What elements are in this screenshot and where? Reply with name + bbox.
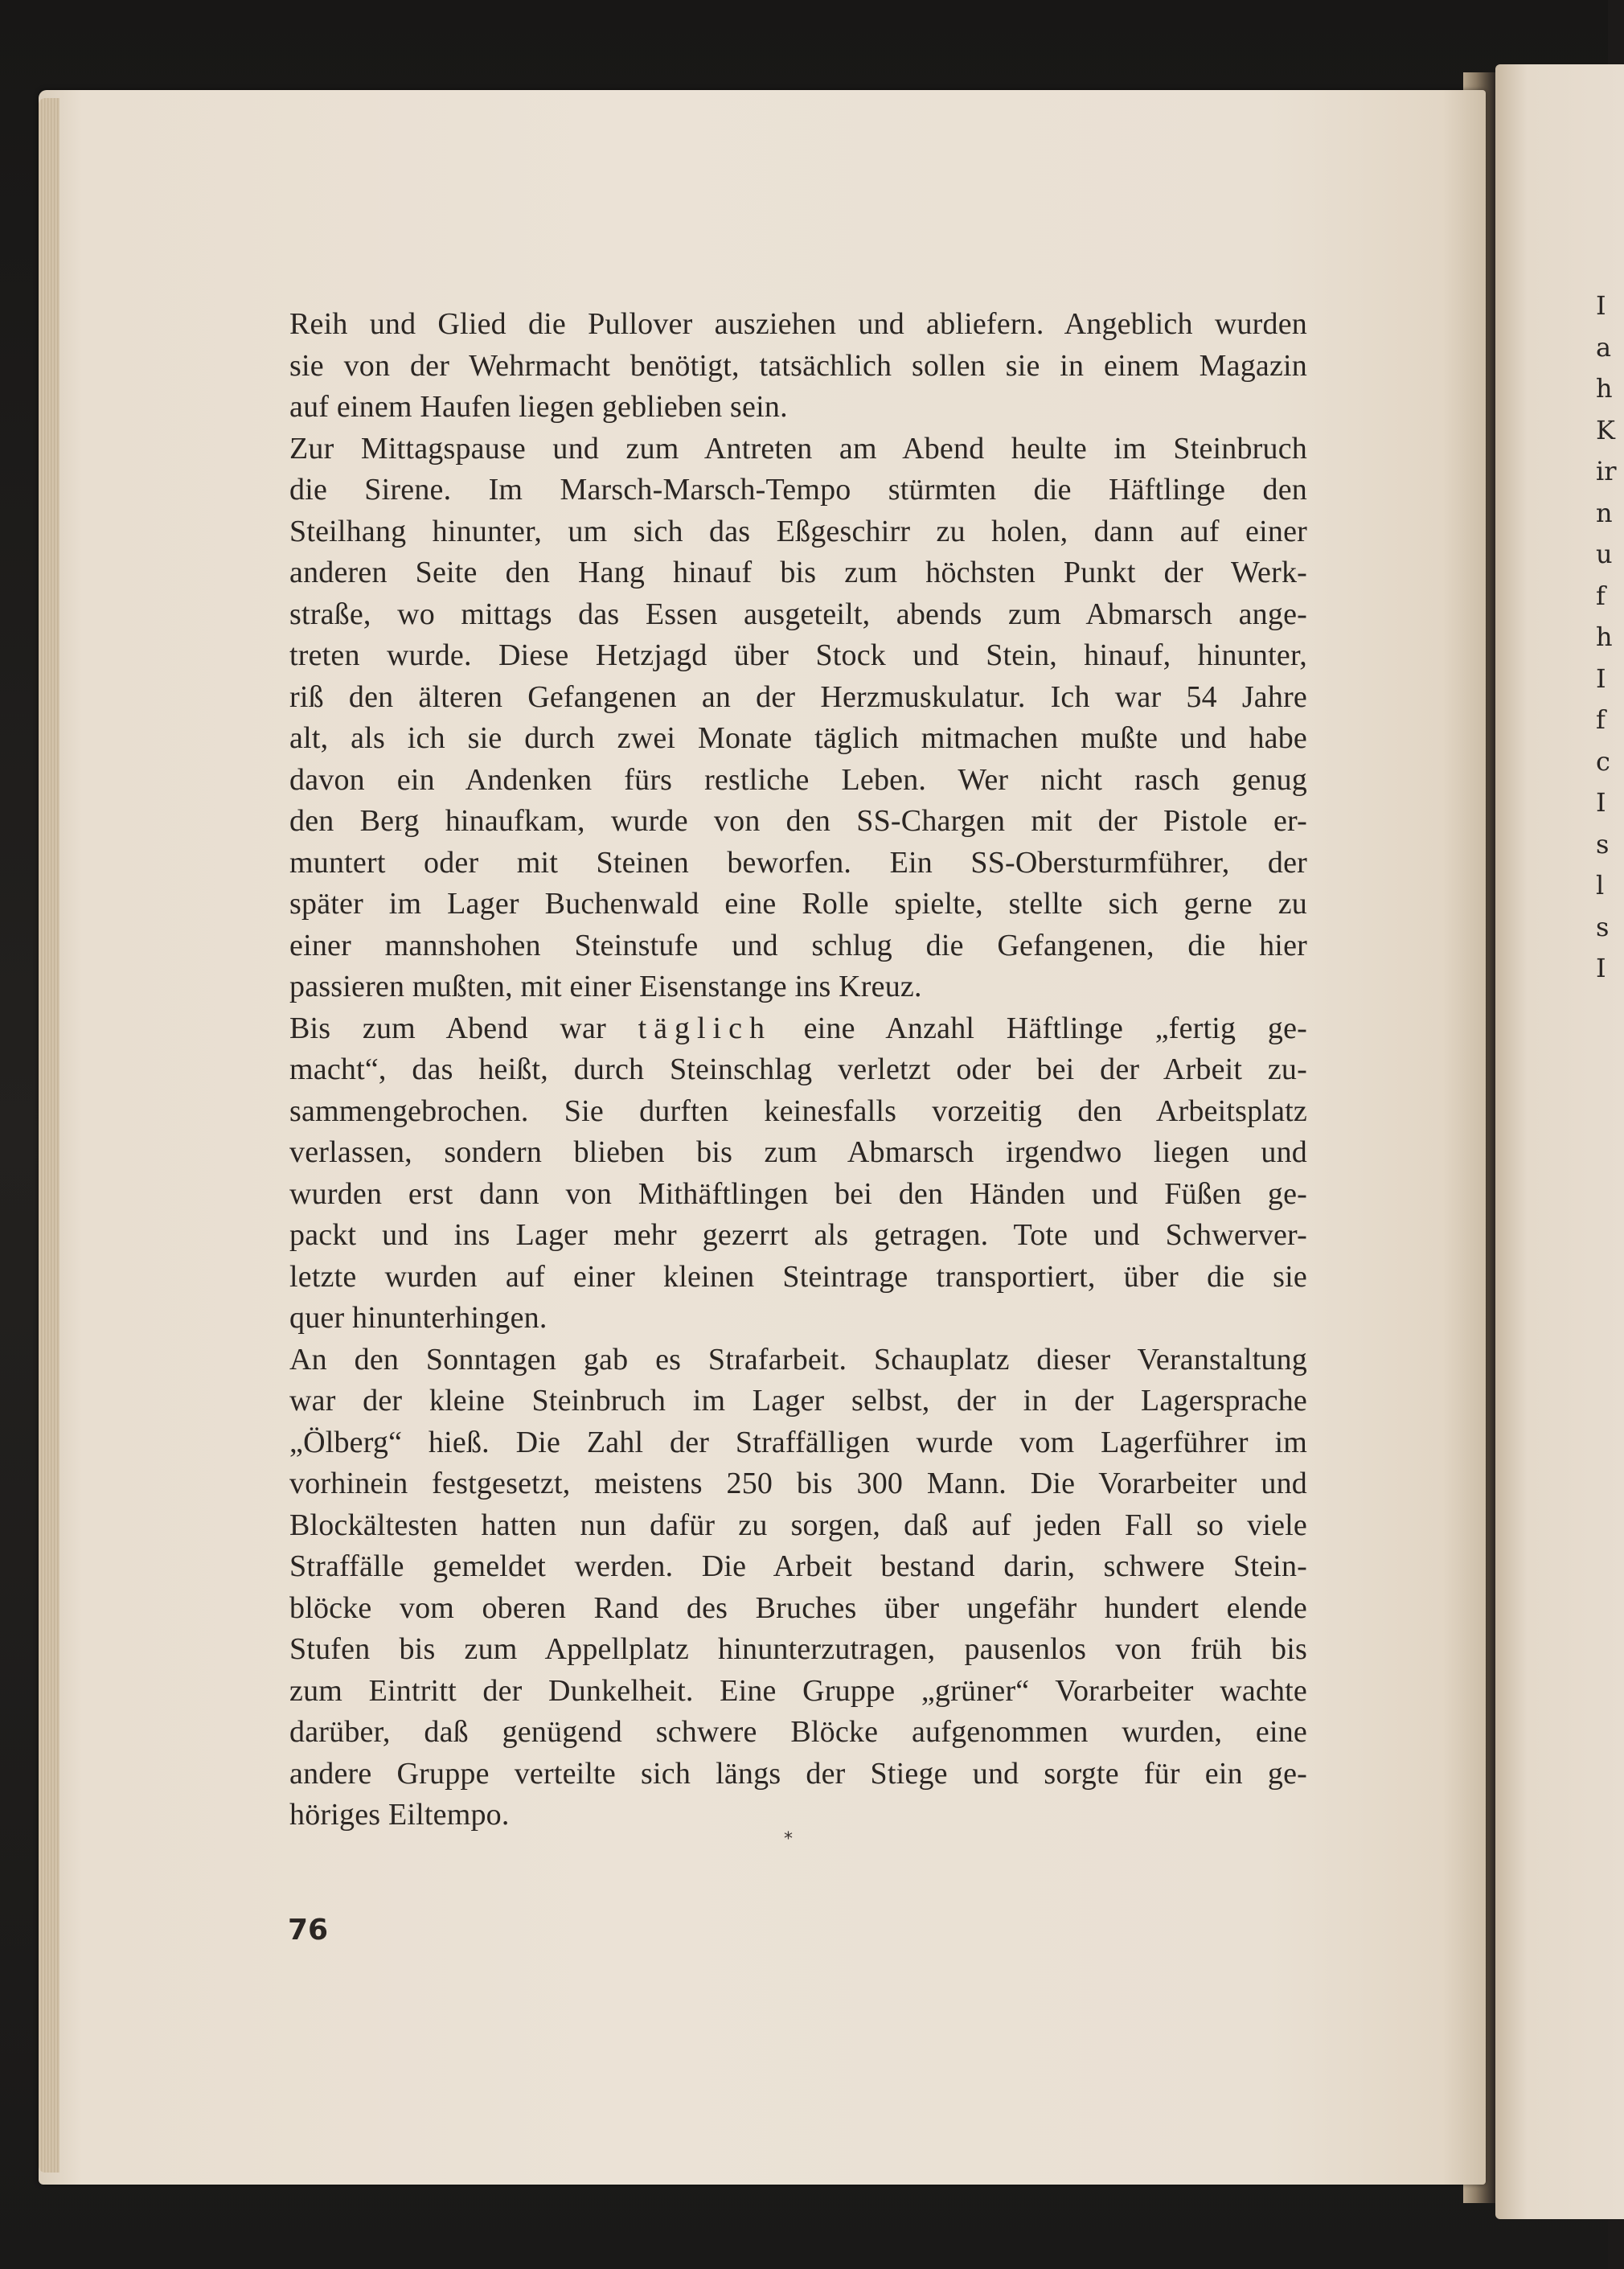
text-line: An den Sonntagen gab es Strafarbeit. Schauplatz dieser Veranstaltung [289, 1342, 1307, 1377]
emphasized-word: täglich [638, 1011, 772, 1045]
page-edge [39, 98, 59, 2173]
text-line: war der kleine Steinbruch im Lager selbst, der in der Lagersprache [289, 1384, 1307, 1418]
text-line: treten wurde. Diese Hetzjagd über Stock und Stein, hinauf, hinunter, [289, 638, 1307, 672]
text-line: höriges Eiltempo. [289, 1798, 510, 1832]
next-page-fragment: I [1596, 290, 1606, 321]
next-page-fragment: s [1596, 828, 1610, 860]
next-page-fragment: u [1596, 539, 1613, 569]
next-page-fragment: f [1596, 704, 1606, 735]
body-text [289, 304, 1307, 1836]
next-page-fragment: s [1596, 911, 1610, 942]
text-line: packt und ins Lager mehr gezerrt als getragen. Tote und Schwerver- [289, 1218, 1307, 1252]
text-line: riß den älteren Gefangenen an der Herzmuskulatur. Ich war 54 Jahre [289, 679, 1307, 714]
next-page-fragment: n [1596, 497, 1613, 528]
text-line: Blockältesten hatten nun dafür zu sorgen, daß auf jeden Fall so viele [289, 1508, 1307, 1542]
section-ornament: * [784, 1829, 793, 1849]
text-line: wurden erst dann von Mithäftlingen bei den Händen und Füßen ge- [289, 1176, 1307, 1211]
text-line: letzte wurden auf einer kleinen Steintrage transportiert, über die sie [289, 1259, 1307, 1294]
text-line: später im Lager Buchenwald eine Rolle spielte, stellte sich gerne zu [289, 887, 1307, 921]
text-line: sie von der Wehrmacht benötigt, tatsächlich sollen sie in einem Magazin [289, 348, 1307, 383]
text-line-spaced [289, 1008, 1307, 1050]
next-page-fragment: f [1596, 580, 1606, 611]
next-page-fragment: h [1596, 373, 1613, 404]
text-line: Reih und Glied die Pullover ausziehen und abliefern. Angeblich wurden [289, 307, 1307, 341]
text-line: den Berg hinaufkam, wurde von den SS-Chargen mit der Pistole er- [289, 804, 1307, 838]
text-line: die Sirene. Im Marsch-Marsch-Tempo stürmten die Häftlinge den [289, 473, 1307, 507]
text-fragment: Bis zum Abend war [289, 1011, 606, 1045]
next-page-fragment: c [1596, 745, 1610, 777]
next-page-fragment: I [1596, 663, 1606, 694]
text-line: einer mannshohen Steinstufe und schlug die Gefangenen, die hier [289, 928, 1307, 962]
text-line: davon ein Andenken fürs restliche Leben. Wer nicht rasch genug [289, 762, 1307, 797]
text-line: quer hinunterhingen. [289, 1301, 547, 1335]
text-line: Straffälle gemeldet werden. Die Arbeit bestand darin, schwere Stein- [289, 1549, 1307, 1583]
text-line: blöcke vom oberen Rand des Bruches über ungefähr hundert elende [289, 1590, 1307, 1625]
next-page-fragment: I [1596, 787, 1606, 818]
text-line: passieren mußten, mit einer Eisenstange ins Kreuz. [289, 970, 922, 1003]
text-line: zum Eintritt der Dunkelheit. Eine Gruppe „grüner“ Vorarbeiter wachte [289, 1673, 1307, 1708]
next-page-fragment: h [1596, 622, 1613, 652]
next-page-fragment: l [1596, 870, 1605, 901]
page-number: 76 [288, 1914, 329, 1947]
text-line: verlassen, sondern blieben bis zum Abmarsch irgendwo liegen und [289, 1135, 1307, 1169]
text-line: Steilhang hinunter, um sich das Eßgeschirr zu holen, dann auf einer [289, 514, 1307, 548]
text-line: muntert oder mit Steinen beworfen. Ein SS-Obersturmführer, der [289, 845, 1307, 880]
next-page-fragments [1596, 285, 1617, 990]
text-line: straße, wo mittags das Essen ausgeteilt, abends zum Abmarsch ange- [289, 597, 1307, 631]
next-page-fragment: a [1596, 331, 1612, 363]
text-line: „Ölberg“ hieß. Die Zahl der Straffälligen wurde vom Lagerführer im [289, 1425, 1307, 1459]
text-line: vorhinein festgesetzt, meistens 250 bis 300 Mann. Die Vorarbeiter und [289, 1467, 1307, 1500]
text-line: Zur Mittagspause und zum Antreten am Abend heulte im Steinbruch [289, 431, 1307, 466]
text-line: auf einem Haufen liegen geblieben sein. [289, 390, 788, 424]
text-line: sammengebrochen. Sie durften keinesfalls vorzeitig den Arbeitsplatz [289, 1093, 1307, 1128]
next-page-fragment: I [1596, 953, 1606, 983]
text-line: alt, als ich sie durch zwei Monate täglich mitmachen mußte und habe [289, 721, 1307, 755]
text-fragment: eine Anzahl Häftlinge „fertig ge- [803, 1011, 1307, 1045]
text-line: macht“, das heißt, durch Steinschlag verletzt oder bei der Arbeit zu- [289, 1052, 1307, 1086]
next-page-fragment: ir [1596, 456, 1617, 486]
text-line: darüber, daß genügend schwere Blöcke aufgenommen wurden, eine [289, 1715, 1307, 1749]
text-line: Stufen bis zum Appellplatz hinunterzutragen, pausenlos von früh bis [289, 1632, 1307, 1666]
text-line: anderen Seite den Hang hinauf bis zum höchsten Punkt der Werk- [289, 556, 1307, 589]
next-page-fragment: K [1596, 414, 1615, 445]
text-line: andere Gruppe verteilte sich längs der Stiege und sorgte für ein ge- [289, 1756, 1307, 1791]
